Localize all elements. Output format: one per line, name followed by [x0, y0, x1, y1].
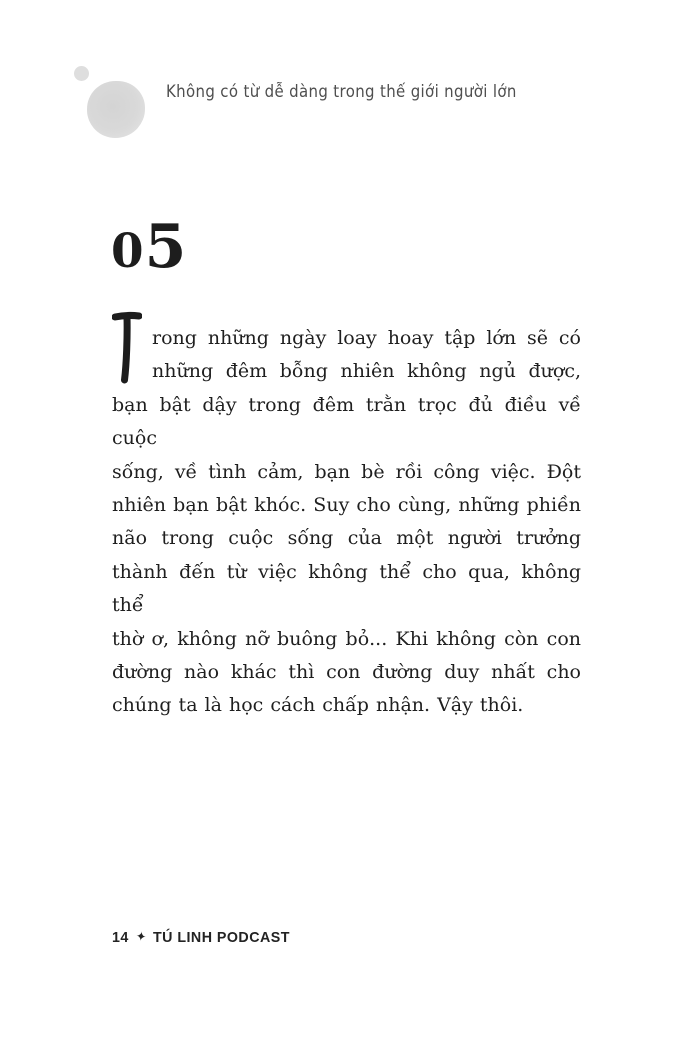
brand-name: TÚ LINH PODCAST — [152, 929, 290, 946]
chapter-number: 05 — [111, 212, 188, 282]
paragraph-line: chúng ta là học cách chấp nhận. Vậy thôi. — [112, 694, 524, 717]
paragraph-line: sống, về tình cảm, bạn bè rồi công việc. Đột — [112, 460, 581, 483]
paragraph-line: rong những ngày loay hoay tập lớn sẽ có — [152, 327, 581, 349]
paragraph-line: thờ ơ, không nỡ buông bỏ... Khi không còn con — [112, 627, 581, 650]
page-footer — [112, 929, 290, 946]
paragraph-line: bạn bật dậy trong đêm trằn trọc đủ điều về cuộc — [112, 393, 581, 450]
paragraph-line: đường nào khác thì con đường duy nhất cho — [112, 661, 581, 684]
paragraph-line: thành đến từ việc không thể cho qua, không thể — [112, 560, 581, 617]
paragraph-line: não trong cuộc sống của một người trưởng — [112, 527, 581, 550]
paragraph — [112, 322, 581, 723]
drop-cap — [112, 310, 142, 388]
paragraph-line: nhiên bạn bật khóc. Suy cho cùng, những phiền — [112, 494, 581, 517]
watercolor-dot-large — [87, 81, 145, 138]
sparkle-icon: ✦ — [134, 929, 148, 946]
dropcap-t-icon — [112, 310, 142, 388]
paragraph-line: những đêm bỗng nhiên không ngủ được, — [152, 360, 581, 383]
page-number: 14 — [112, 929, 129, 946]
running-head: Không có từ dễ dàng trong thế giới người lớn — [166, 82, 517, 102]
watercolor-dot-small — [74, 66, 89, 81]
